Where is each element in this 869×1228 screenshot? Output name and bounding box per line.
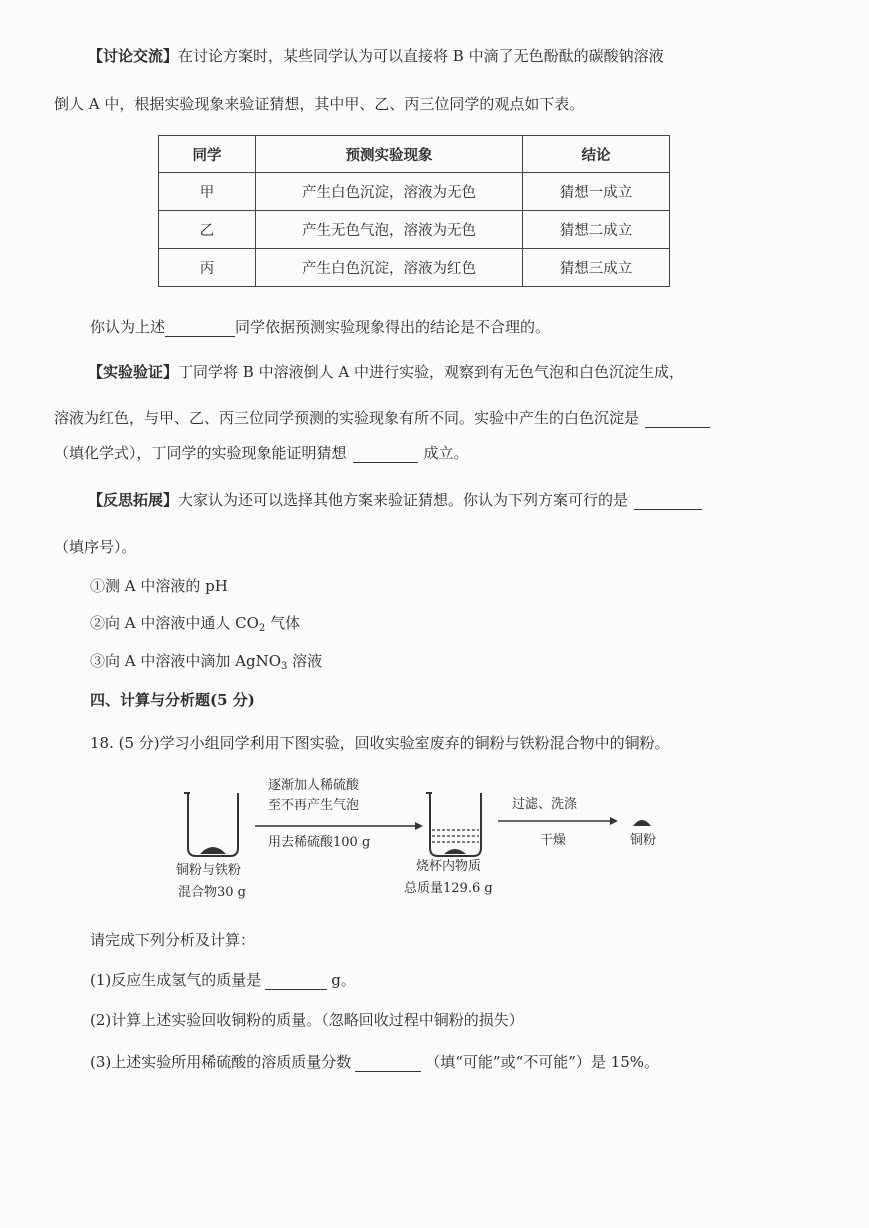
question-text: 你认为上述 — [90, 318, 166, 336]
beaker-1-icon — [184, 793, 238, 856]
arrow-1-label-bottom: 用去稀硫酸100 g — [268, 835, 371, 850]
table-cell: 产生无色气泡，溶液为无色 — [256, 211, 523, 249]
product-label: 铜粉 — [630, 833, 657, 848]
answer-blank[interactable] — [645, 411, 710, 428]
reflection-text: 大家认为还可以选择其他方案来验证猜想。你认为下列方案可行的是 — [178, 491, 629, 509]
beaker-2-icon — [426, 793, 481, 856]
verification-text: 溶液为红色，与甲、乙、丙三位同学预测的实验现象有所不同。实验中产生的白色沉淀是 — [54, 409, 640, 427]
reflection-tag: 【反思拓展】 — [88, 491, 179, 509]
option-3 — [90, 651, 322, 677]
table-cell: 产生白色沉淀，溶液为无色 — [256, 173, 523, 211]
question-text: (3)上述实验所用稀硫酸的溶质质量分数 — [90, 1053, 352, 1071]
table-row — [159, 173, 670, 211]
beaker-1-label-1: 铜粉与铁粉 — [176, 863, 242, 878]
answer-blank[interactable] — [353, 446, 418, 463]
answer-blank[interactable] — [265, 973, 327, 990]
answer-blank[interactable] — [165, 320, 235, 337]
arrow-2-label-bottom: 干燥 — [540, 833, 567, 848]
sub-question-3 — [90, 1052, 659, 1072]
option-text: 气体 — [265, 614, 301, 632]
prediction-table — [158, 135, 670, 287]
table-cell: 产生白色沉淀，溶液为红色 — [256, 249, 523, 287]
beaker-2-label-2: 总质量129.6 g — [404, 881, 493, 896]
question-text: 同学依据预测实验现象得出的结论是不合理的。 — [235, 318, 551, 336]
verification-text: （填化学式），丁同学的实验现象能证明猜想 — [54, 444, 347, 462]
option-text: 溶液 — [287, 652, 323, 670]
reflection-line-2: （填序号）。 — [54, 538, 137, 556]
subscript: 3 — [281, 661, 288, 672]
arrow-2-icon — [498, 817, 618, 825]
sub-question-2: (2)计算上述实验回收铜粉的质量。（忽略回收过程中铜粉的损失） — [90, 1011, 524, 1029]
table-header-row — [159, 136, 670, 173]
question-text: （填“可能”或“不可能”）是 15%。 — [425, 1053, 660, 1071]
beaker-1-label-2: 混合物30 g — [178, 885, 246, 900]
option-text: ②向 A 中溶液中通人 CO — [90, 614, 259, 632]
verification-text: 成立。 — [423, 444, 469, 462]
discussion-line-1 — [88, 46, 664, 66]
discussion-tag: 【讨论交流】 — [88, 47, 179, 65]
table-cell: 丙 — [159, 249, 256, 287]
answer-blank[interactable] — [355, 1055, 421, 1072]
table-row — [159, 211, 670, 249]
unreasonable-question — [90, 317, 550, 337]
question-18: 18. (5 分)学习小组同学利用下图实验，回收实验室废弃的铜粉与铁粉混合物中的铜粉。 — [90, 734, 670, 752]
table-header-cell: 同学 — [159, 136, 256, 173]
table-row — [159, 249, 670, 287]
answer-blank[interactable] — [634, 493, 702, 510]
table-header-cell: 预测实验现象 — [256, 136, 523, 173]
option-1: ①测 A 中溶液的 pH — [90, 577, 228, 595]
sub-question-1 — [90, 970, 356, 990]
table-cell: 猜想二成立 — [523, 211, 670, 249]
table-cell: 猜想一成立 — [523, 173, 670, 211]
section-heading: 四、计算与分析题(5 分) — [90, 691, 255, 709]
arrow-1-icon — [255, 822, 423, 830]
table-cell: 乙 — [159, 211, 256, 249]
discussion-line-2: 倒人 A 中，根据实验现象来验证猜想，其中甲、乙、丙三位同学的观点如下表。 — [54, 95, 585, 113]
discussion-text: 在讨论方案时，某些同学认为可以直接将 B 中滴了无色酚酞的碳酸钠溶液 — [178, 47, 664, 65]
verification-line-3 — [54, 443, 469, 463]
arrow-1-label-top-1: 逐渐加人稀硫酸 — [268, 778, 360, 793]
beaker-2-label-1: 烧杯内物质 — [416, 859, 482, 874]
table-header-cell: 结论 — [523, 136, 670, 173]
question-text: g。 — [331, 971, 356, 989]
option-2 — [90, 613, 300, 639]
table-cell: 猜想三成立 — [523, 249, 670, 287]
subscript: 2 — [258, 623, 266, 634]
question-text: (1)反应生成氢气的质量是 — [90, 971, 262, 989]
table-cell: 甲 — [159, 173, 256, 211]
copper-powder-icon — [633, 820, 651, 826]
arrow-2-label-top: 过滤、洗涤 — [512, 797, 578, 812]
verification-line-2 — [54, 408, 710, 428]
arrow-1-label-top-2: 至不再产生气泡 — [268, 798, 360, 813]
reflection-line-1 — [88, 490, 702, 510]
verification-text: 丁同学将 B 中溶液倒人 A 中进行实验，观察到有无色气泡和白色沉淀生成， — [178, 363, 684, 381]
please-complete: 请完成下列分析及计算： — [90, 931, 256, 949]
verification-line-1 — [88, 362, 684, 382]
option-text: ③向 A 中溶液中滴加 AgNO — [90, 652, 281, 670]
verification-tag: 【实验验证】 — [88, 363, 179, 381]
